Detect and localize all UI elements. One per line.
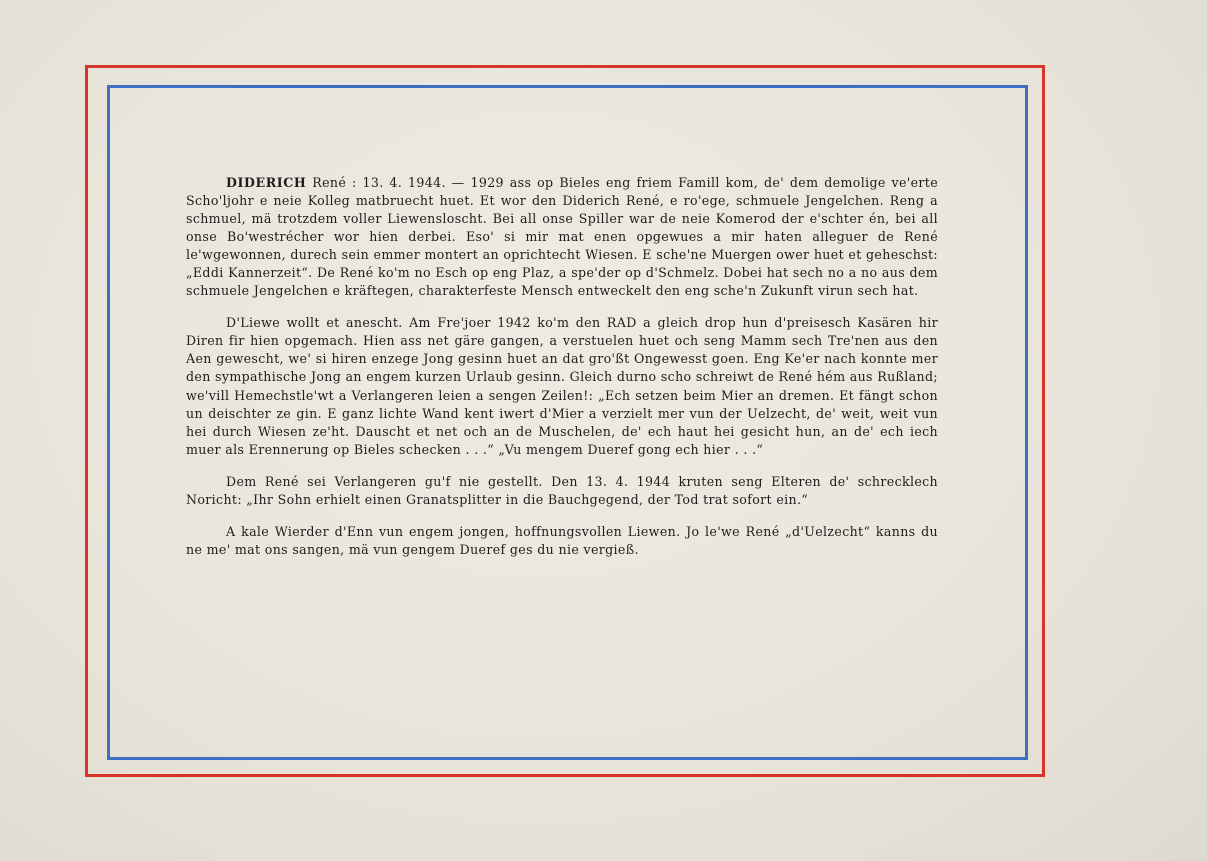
- paragraph-1-text: René : 13. 4. 1944. — 1929 ass op Bieles eng friem Famill kom, de' dem demolige ve'erte Scho'ljohr e neie Kolleg matbruecht huet. Et wor den Diderich René, e ro'ege, schmuele Jengelchen. Reng a schmuel, mä trotzdem voller Liewensloscht. Bei all onse Spiller war de neie Komerod der e'schter én, bei all onse Bo'westrécher wor hien derbei. Eso' si mir mat enen opgewues a mir haten alleguer de René le'wgewonnen, durech sein emmer montert an oprichtecht Wiesen. E sche'ne Muergen ower huet et geheschst: „Eddi Kannerzeit“. De René ko'm no Esch op eng Plaz, a spe'der op d'Schmelz. Dobei hat sech no a no aus dem schmuele Jengelchen e kräftegen, charakterfeste Mensch entweckelt den eng sche'n Zukunft virun sech hat.: [186, 175, 938, 299]
- paragraph-4: [186, 523, 938, 559]
- paragraph-3-text: Dem René sei Verlangeren gu'f nie gestellt. Den 13. 4. 1944 kruten seng Elteren de' schrecklech Noricht: „Ihr Sohn erhielt einen Granatsplitter in die Bauchgegend, der Tod trat sofort ein.“: [186, 473, 938, 507]
- paragraph-4-text: A kale Wierder d'Enn vun engem jongen, hoffnungsvollen Liewen. Jo le'we René „d'Uelzecht“ kanns du ne me' mat ons sangen, mä vun gengem Dueref ges du nie vergieß.: [186, 523, 938, 557]
- paragraph-2-text: D'Liewe wollt et anescht. Am Fre'joer 1942 ko'm den RAD a gleich drop hun d'preisesch Kasären hir Diren fir hien opgemach. Hien ass net gäre gangen, a verstuelen huet och seng Mamm sech Tre'nen aus den Aen gewescht, we' si hiren enzege Jong gesinn huet an dat gro'ßt Ongewesst goen. Eng Ke'er nach konnte mer den sympathische Jong an engem kurzen Urlaub gesinn. Gleich durno scho schreiwt de René hém aus Rußland; we'vill Hemechstle'wt a Verlangeren leien a sengen Zeilen!: „Ech setzen beim Mier an dremen. Et fängt schon un deischter ze gin. E ganz lichte Wand kent iwert d'Mier a verzielt mer vun der Uelzecht, de' weit, weit vun hei durch Wiesen ze'ht. Dauscht et net och an de Muschelen, de' ech haut hei gesicht hun, an de' ech iech muer als Erennerung op Bieles schecken . . .“ „Vu mengem Dueref gong ech hier . . .“: [186, 315, 938, 457]
- paragraph-1: [186, 174, 938, 300]
- memorial-text: [186, 174, 938, 559]
- paragraph-2: [186, 314, 938, 458]
- paragraph-3: [186, 473, 938, 509]
- name-heading: DIDERICH: [226, 175, 307, 190]
